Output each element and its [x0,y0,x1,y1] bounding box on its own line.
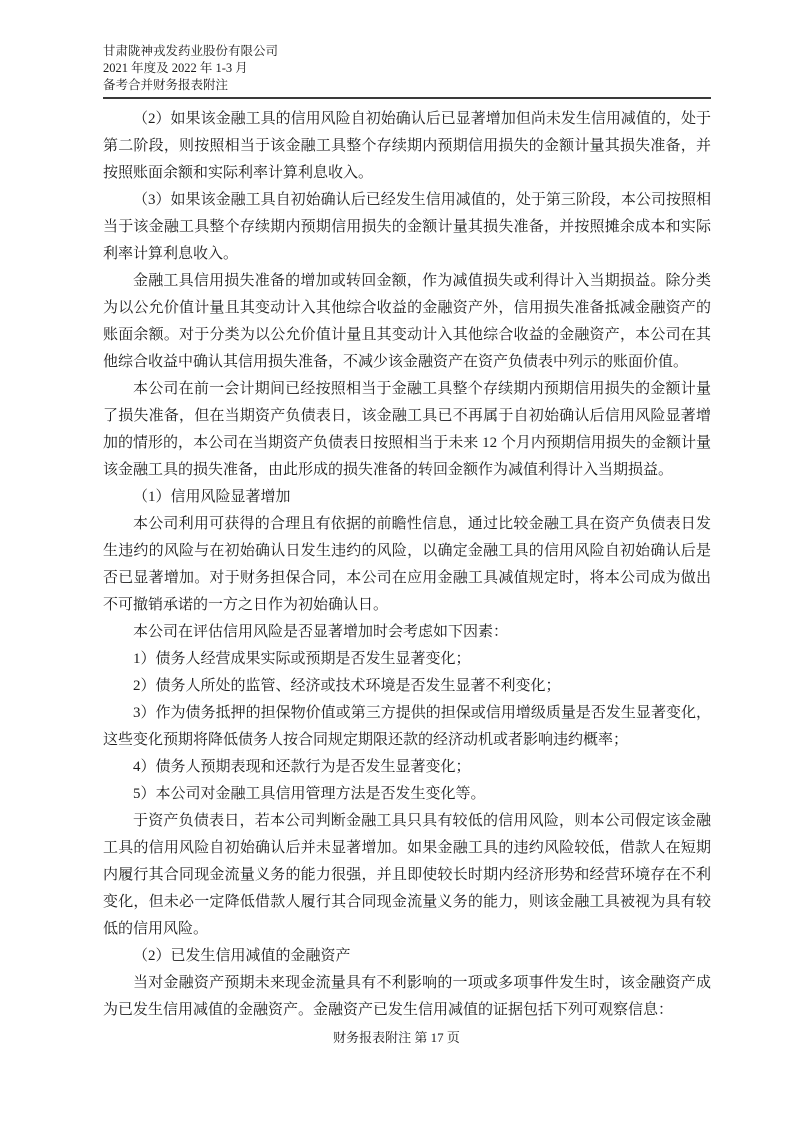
paragraph-low-credit-risk: 于资产负债表日，若本公司判断金融工具只具有较低的信用风险，则本公司假定该金融工具的信用风险自初始确认后并未显著增加。如果金融工具的违约风险较低，借款人在短期内履行其合同现金流量义务的能力很强，并且即使较长时期内经济形势和经营环境存在不利变化，但未必一定降低借款人履行其合同现金流量义务的能力，则该金融工具被视为具有较低的信用风险。 [103,813,711,937]
paragraph-factors-intro: 本公司在评估信用风险是否显著增加时会考虑如下因素： [133,624,509,640]
heading-credit-risk-significant-increase: （1）信用风险显著增加 [133,489,291,505]
list-item-factor-2: 2）债务人所处的监管、经济或技术环境是否发生显著不利变化； [133,678,561,694]
list-item-factor-1: 1）债务人经营成果实际或预期是否发生显著变化； [133,651,471,667]
page-header [103,43,711,99]
list-item-factor-5: 5）本公司对金融工具信用管理方法是否发生变化等。 [133,786,486,802]
header-report-title: 备考合并财务报表附注 [103,78,229,92]
header-company-name: 甘肃陇神戎发药业股份有限公司 [103,44,279,58]
list-item-factor-3: 3）作为债务抵押的担保物价值或第三方提供的担保或信用增级质量是否发生显著变化，这些变化预期将降低债务人按合同规定期限还款的经济动机或者影响违约概率； [103,705,711,748]
paragraph-stage-three: （3）如果该金融工具自初始确认后已经发生信用减值的，处于第三阶段，本公司按照相当于该金融工具整个存续期内预期信用损失的金额计量其损失准备，并按照摊余成本和实际利率计算利息收入。 [103,192,711,262]
page-footer [0,1029,793,1047]
paragraph-stage-two: （2）如果该金融工具的信用风险自初始确认后已显著增加但尚未发生信用减值的，处于第二阶段，则按照相当于该金融工具整个存续期内预期信用损失的金额计量其损失准备，并按照账面余额和实际利率计算利息收入。 [103,111,711,181]
paragraph-forward-looking-info: 本公司利用可获得的合理且有依据的前瞻性信息，通过比较金融工具在资产负债表日发生违约的风险与在初始确认日发生违约的风险，以确定金融工具的信用风险自初始确认后是否已显著增加。对于财务担保合同，本公司在应用金融工具减值规定时，将本公司成为做出不可撤销承诺的一方之日作为初始确认日。 [103,516,711,613]
list-item-factor-4: 4）债务人预期表现和还款行为是否发生显著变化； [133,759,471,775]
paragraph-loss-allowance-recognition: 金融工具信用损失准备的增加或转回金额，作为减值损失或利得计入当期损益。除分类为以公允价值计量且其变动计入其他综合收益的金融资产外，信用损失准备抵减金融资产的账面余额。对于分类为以公允价值计量且其变动计入其他综合收益的金融资产，本公司在其他综合收益中确认其信用损失准备，不减少该金融资产在资产负债表中列示的账面价值。 [103,273,711,370]
paragraph-credit-impaired-evidence: 当对金融资产预期未来现金流量具有不利影响的一项或多项事件发生时，该金融资产成为已发生信用减值的金融资产。金融资产已发生信用减值的证据包括下列可观察信息： [103,975,711,1018]
header-report-period: 2021 年度及 2022 年 1-3 月 [103,61,248,75]
paragraph-reversal-to-12-month: 本公司在前一会计期间已经按照相当于金融工具整个存续期内预期信用损失的金额计量了损失准备，但在当期资产负债表日，该金融工具已不再属于自初始确认后信用风险显著增加的情形的，本公司在当期资产负债表日按照相当于未来 12 个月内预期信用损失的金额计量该金融工具的损失准备，由此形成的损失准备的转回金额作为减值利得计入当期损益。 [103,381,711,478]
heading-credit-impaired-assets: （2）已发生信用减值的金融资产 [133,948,351,964]
document-body [103,106,711,1024]
page-footer-label: 财务报表附注 第 17 页 [333,1030,460,1045]
